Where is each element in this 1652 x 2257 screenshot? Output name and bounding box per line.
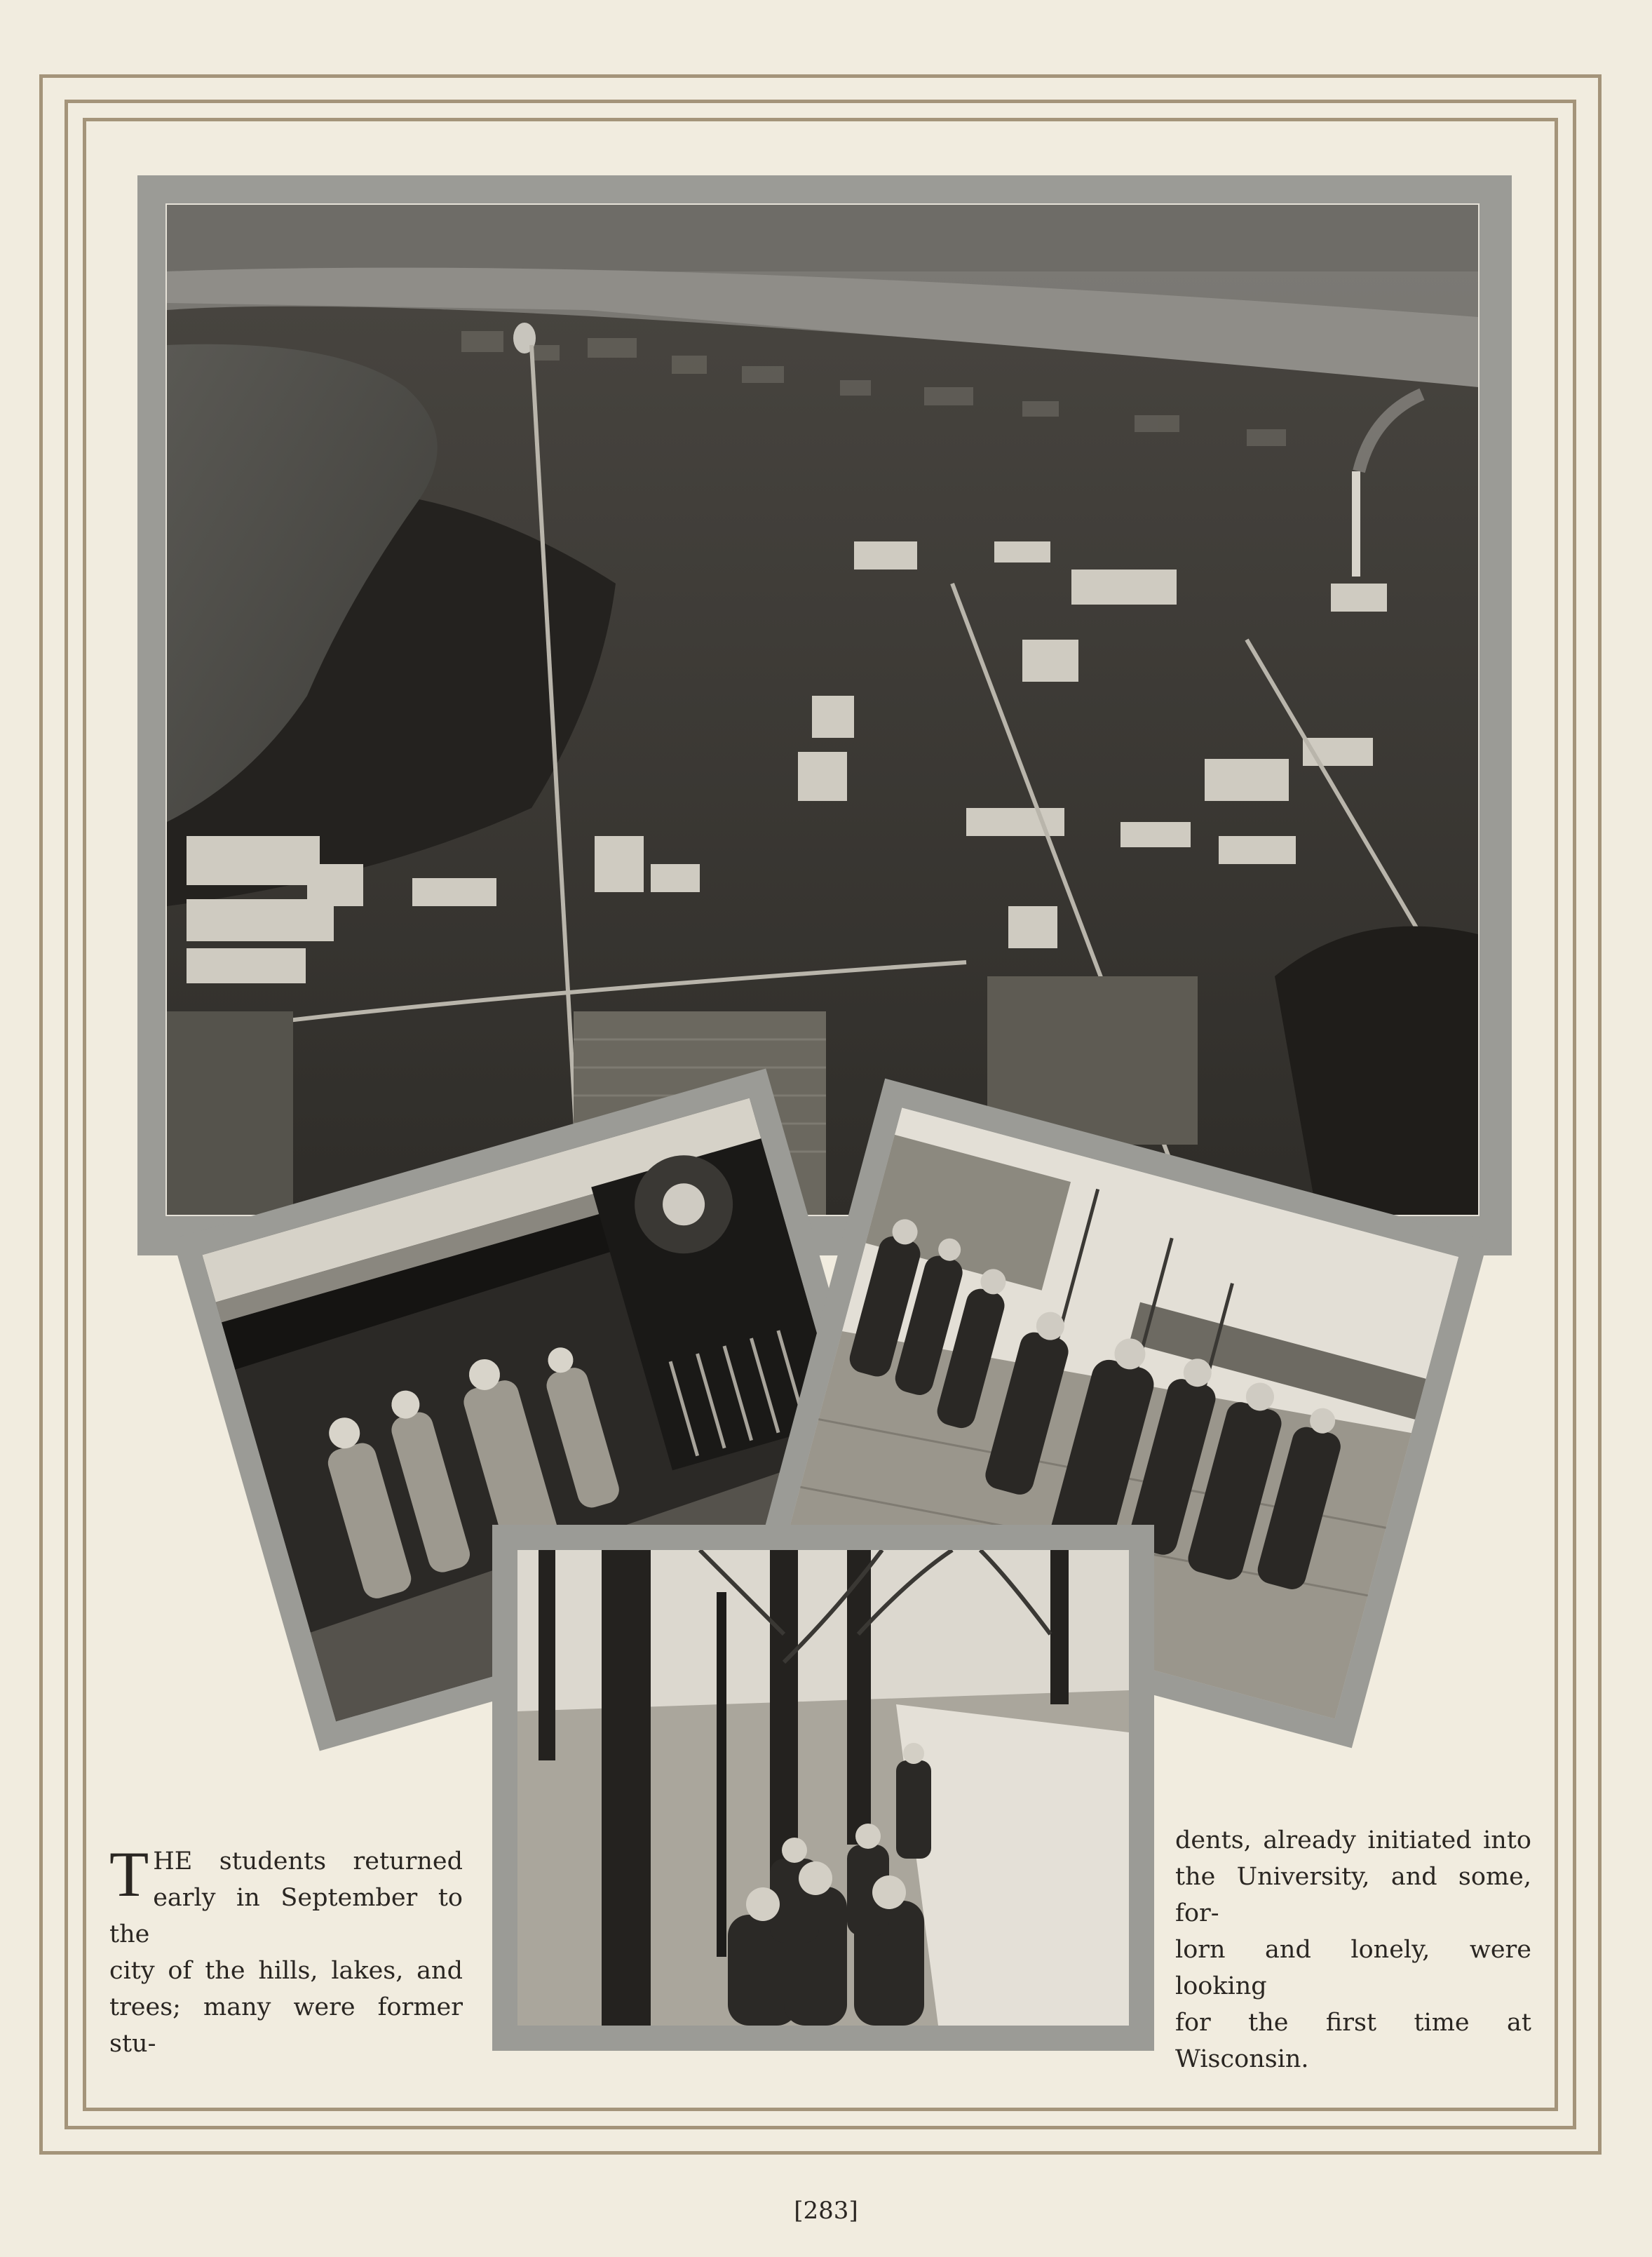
caption-right-line-1: dents, already initiated into	[1175, 1826, 1531, 1854]
drop-cap: T	[109, 1838, 149, 1910]
caption-left-line-3: city of the hills, lakes, and	[109, 1957, 463, 1985]
caption-right	[1175, 1822, 1531, 2077]
caption-left	[109, 1838, 463, 2062]
caption-left-line-2: early in September to the	[109, 1884, 463, 1948]
aerial-photo-mount	[137, 175, 1512, 1255]
street-photo-mount	[492, 1525, 1154, 2051]
street-walk-photo	[517, 1550, 1129, 2026]
caption-left-line-1: HE students returned	[153, 1847, 463, 1875]
caption-right-line-4: for the first time at Wisconsin.	[1175, 2009, 1531, 2073]
caption-right-line-2: the University, and some, for-	[1175, 1863, 1531, 1927]
page-number: [283]	[794, 2197, 858, 2225]
caption-right-line-3: lorn and lonely, were looking	[1175, 1936, 1531, 2000]
caption-left-line-4: trees; many were former stu-	[109, 1993, 463, 2058]
aerial-campus-photo	[165, 203, 1480, 1216]
